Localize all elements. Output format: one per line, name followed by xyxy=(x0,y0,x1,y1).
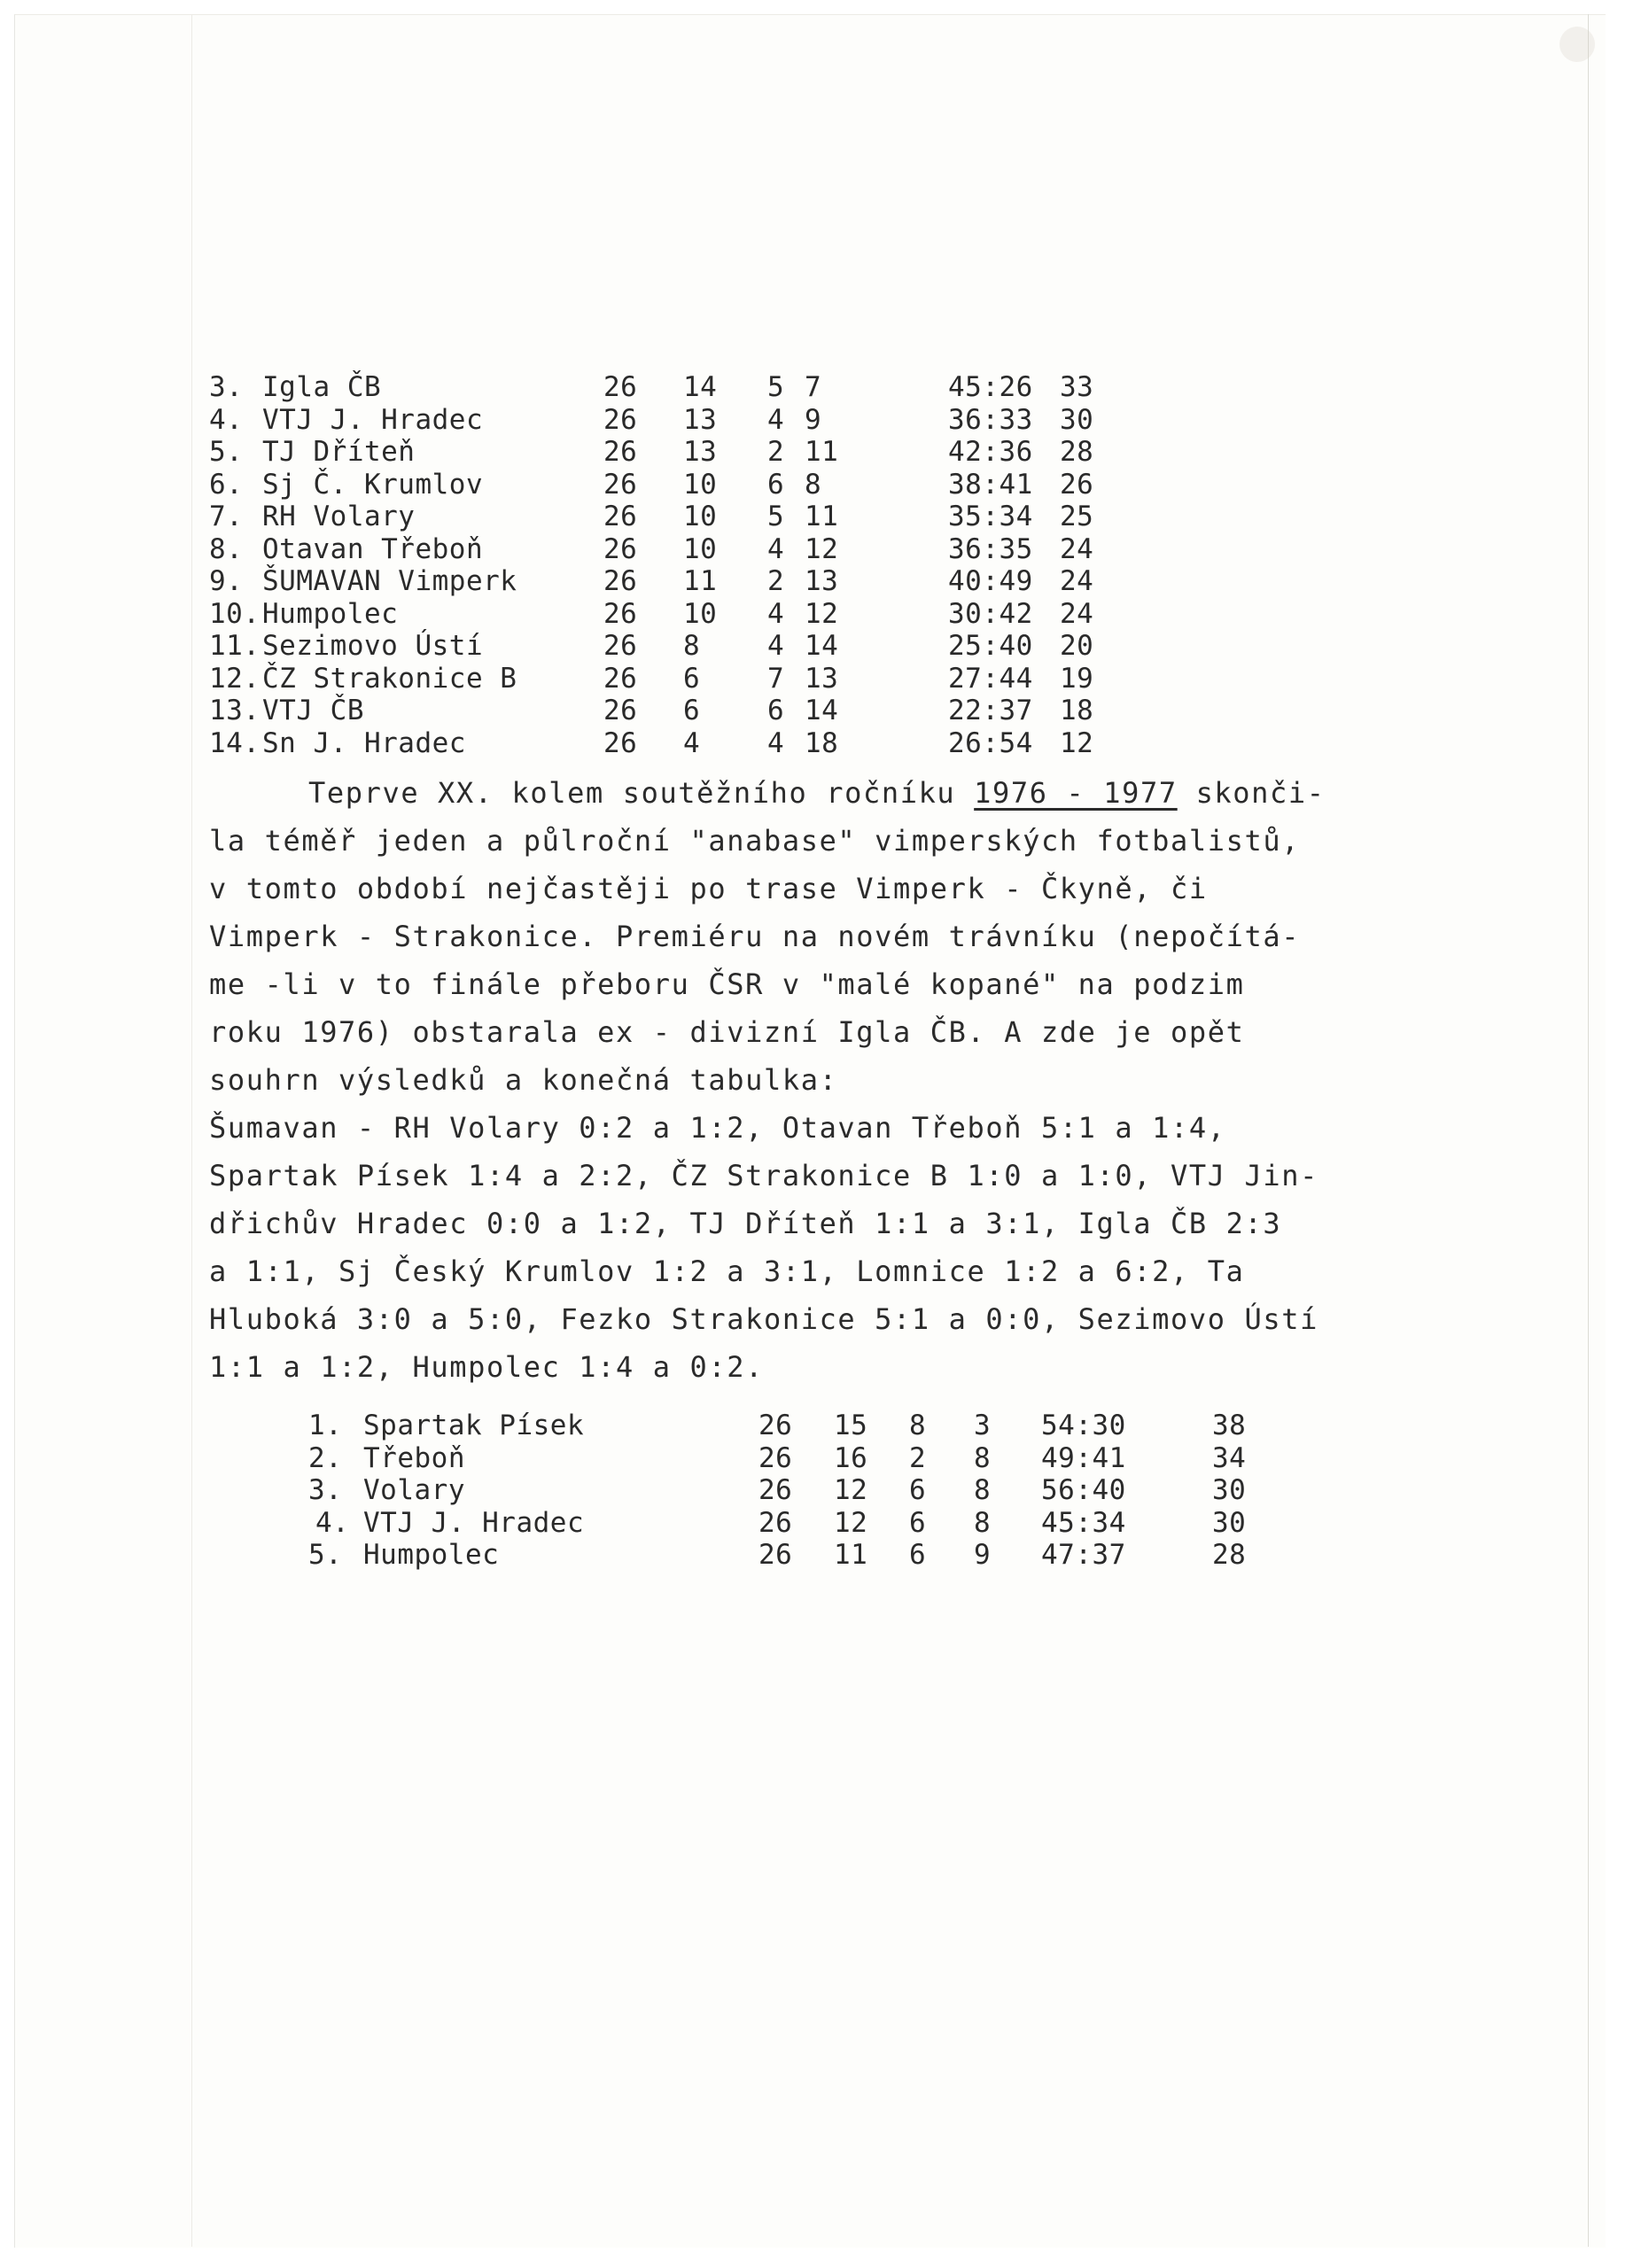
cell-drawn: 4 xyxy=(767,630,785,662)
cell-lost: 12 xyxy=(805,532,839,565)
line-text: skonči- xyxy=(1177,776,1326,810)
cell-team: Humpolec xyxy=(363,1539,500,1571)
cell-lost: 11 xyxy=(805,501,839,532)
cell-team: Volary xyxy=(363,1474,465,1506)
cell-score: 40:49 xyxy=(948,565,1033,597)
cell-lost: 9 xyxy=(805,403,822,436)
cell-points: 24 xyxy=(1060,532,1094,565)
cell-lost: 13 xyxy=(805,662,839,695)
cell-points: 33 xyxy=(1060,371,1094,403)
cell-drawn: 5 xyxy=(767,501,785,532)
cell-won: 15 xyxy=(834,1410,868,1441)
paragraph-line xyxy=(209,1349,764,1385)
cell-pos: 1. xyxy=(308,1410,343,1441)
cell-team: Humpolec xyxy=(262,597,399,630)
paragraph-line xyxy=(308,775,1326,811)
line-text: 1:1 a 1:2, Humpolec 1:4 a 0:2. xyxy=(209,1350,764,1384)
paragraph-line xyxy=(209,1301,1318,1337)
cell-played: 26 xyxy=(603,403,638,436)
cell-won: 12 xyxy=(834,1474,868,1506)
cell-pos: 3. xyxy=(209,371,244,403)
cell-played: 26 xyxy=(603,371,638,403)
paragraph-line xyxy=(209,1206,1281,1241)
line-text: Teprve XX. kolem soutěžního ročníku xyxy=(308,776,975,810)
cell-points: 12 xyxy=(1060,726,1094,759)
cell-lost: 8 xyxy=(974,1506,992,1539)
cell-points: 18 xyxy=(1060,695,1094,726)
cell-points: 34 xyxy=(1212,1441,1247,1474)
paragraph-line xyxy=(209,919,1300,954)
cell-points: 30 xyxy=(1060,403,1094,436)
cell-drawn: 4 xyxy=(767,532,785,565)
cell-drawn: 2 xyxy=(909,1441,927,1474)
line-text: Vimperk - Strakonice. Premiéru na novém trávníku (nepočítá- xyxy=(209,920,1301,953)
cell-won: 6 xyxy=(683,695,701,726)
cell-points: 28 xyxy=(1060,436,1094,468)
cell-team: VTJ ČB xyxy=(262,695,364,726)
cell-lost: 7 xyxy=(805,371,822,403)
cell-score: 42:36 xyxy=(948,436,1033,468)
cell-drawn: 2 xyxy=(767,565,785,597)
cell-played: 26 xyxy=(603,468,638,501)
line-text: Spartak Písek 1:4 a 2:2, ČZ Strakonice B 1:0 a 1:0, VTJ Jin- xyxy=(209,1159,1318,1192)
cell-score: 35:34 xyxy=(948,501,1033,532)
cell-pos: 4. xyxy=(209,403,244,436)
cell-pos: 5. xyxy=(209,436,244,468)
cell-played: 26 xyxy=(603,726,638,759)
cell-lost: 8 xyxy=(974,1474,992,1506)
cell-points: 25 xyxy=(1060,501,1094,532)
cell-won: 11 xyxy=(683,565,718,597)
cell-team: Igla ČB xyxy=(262,371,382,403)
cell-pos: 9. xyxy=(209,565,244,597)
cell-score: 45:26 xyxy=(948,371,1033,403)
cell-score: 25:40 xyxy=(948,630,1033,662)
cell-won: 8 xyxy=(683,630,701,662)
cell-played: 26 xyxy=(603,597,638,630)
paragraph-line xyxy=(209,1158,1318,1193)
cell-pos: 8. xyxy=(209,532,244,565)
cell-won: 10 xyxy=(683,501,718,532)
cell-played: 26 xyxy=(603,565,638,597)
cell-team: Sj Č. Krumlov xyxy=(262,468,484,501)
line-text: souhrn výsledků a konečná tabulka: xyxy=(209,1063,838,1097)
cell-score: 22:37 xyxy=(948,695,1033,726)
cell-drawn: 6 xyxy=(909,1474,927,1506)
cell-score: 36:33 xyxy=(948,403,1033,436)
cell-won: 16 xyxy=(834,1441,868,1474)
cell-lost: 8 xyxy=(805,468,822,501)
cell-drawn: 6 xyxy=(909,1539,927,1571)
cell-score: 27:44 xyxy=(948,662,1033,695)
cell-drawn: 2 xyxy=(767,436,785,468)
cell-score: 38:41 xyxy=(948,468,1033,501)
cell-pos: 11. xyxy=(209,630,261,662)
paragraph-line xyxy=(209,1014,1244,1050)
cell-points: 24 xyxy=(1060,565,1094,597)
line-text: Hluboká 3:0 a 5:0, Fezko Strakonice 5:1 a 0:0, Sezimovo Ústí xyxy=(209,1302,1318,1336)
cell-team: ČZ Strakonice B xyxy=(262,662,517,695)
line-text: dřichův Hradec 0:0 a 1:2, TJ Dříteň 1:1 a 3:1, Igla ČB 2:3 xyxy=(209,1207,1282,1240)
fold-line xyxy=(1588,14,1589,2247)
cell-team: VTJ J. Hradec xyxy=(262,403,484,436)
cell-pos: 2. xyxy=(308,1441,343,1474)
line-text: a 1:1, Sj Český Krumlov 1:2 a 3:1, Lomnice 1:2 a 6:2, Ta xyxy=(209,1254,1245,1288)
paragraph-line xyxy=(209,967,1244,1002)
cell-pos: 4. xyxy=(315,1506,350,1539)
cell-lost: 13 xyxy=(805,565,839,597)
cell-points: 24 xyxy=(1060,597,1094,630)
cell-drawn: 6 xyxy=(767,468,785,501)
cell-lost: 14 xyxy=(805,695,839,726)
cell-won: 12 xyxy=(834,1506,868,1539)
cell-drawn: 4 xyxy=(767,726,785,759)
cell-points: 26 xyxy=(1060,468,1094,501)
cell-lost: 9 xyxy=(974,1539,992,1571)
cell-points: 19 xyxy=(1060,662,1094,695)
cell-won: 10 xyxy=(683,597,718,630)
paragraph-line xyxy=(209,1254,1244,1289)
cell-played: 26 xyxy=(758,1506,793,1539)
underlined-season: 1976 - 1977 xyxy=(974,776,1178,810)
cell-won: 11 xyxy=(834,1539,868,1571)
line-text: la téměř jeden a půlroční "anabase" vimperských fotbalistů, xyxy=(209,824,1301,858)
cell-played: 26 xyxy=(603,695,638,726)
cell-team: Sn J. Hradec xyxy=(262,726,466,759)
cell-score: 45:34 xyxy=(1041,1506,1126,1539)
cell-points: 20 xyxy=(1060,630,1094,662)
cell-score: 26:54 xyxy=(948,726,1033,759)
cell-won: 13 xyxy=(683,436,718,468)
cell-drawn: 6 xyxy=(909,1506,927,1539)
cell-team: Sezimovo Ústí xyxy=(262,630,484,662)
cell-won: 13 xyxy=(683,403,718,436)
cell-won: 14 xyxy=(683,371,718,403)
cell-pos: 7. xyxy=(209,501,244,532)
paragraph-line xyxy=(209,871,1208,906)
paper-stain xyxy=(1560,27,1595,62)
cell-score: 36:35 xyxy=(948,532,1033,565)
cell-score: 47:37 xyxy=(1041,1539,1126,1571)
cell-drawn: 7 xyxy=(767,662,785,695)
cell-pos: 3. xyxy=(308,1474,343,1506)
cell-points: 30 xyxy=(1212,1506,1247,1539)
line-text: Šumavan - RH Volary 0:2 a 1:2, Otavan Třeboň 5:1 a 1:4, xyxy=(209,1111,1226,1145)
cell-pos: 5. xyxy=(308,1539,343,1571)
cell-team: VTJ J. Hradec xyxy=(363,1506,585,1539)
cell-lost: 18 xyxy=(805,726,839,759)
cell-drawn: 5 xyxy=(767,371,785,403)
cell-lost: 11 xyxy=(805,436,839,468)
cell-team: ŠUMAVAN Vimperk xyxy=(262,565,517,597)
cell-drawn: 4 xyxy=(767,403,785,436)
cell-won: 10 xyxy=(683,468,718,501)
paragraph-line xyxy=(209,1062,837,1098)
cell-played: 26 xyxy=(758,1539,793,1571)
cell-won: 4 xyxy=(683,726,701,759)
fold-line xyxy=(191,14,192,2247)
cell-score: 49:41 xyxy=(1041,1441,1126,1474)
cell-drawn: 8 xyxy=(909,1410,927,1441)
cell-drawn: 6 xyxy=(767,695,785,726)
line-text: me -li v to finále přeboru ČSR v "malé kopané" na podzim xyxy=(209,967,1245,1001)
cell-played: 26 xyxy=(758,1441,793,1474)
cell-lost: 12 xyxy=(805,597,839,630)
cell-pos: 6. xyxy=(209,468,244,501)
cell-lost: 3 xyxy=(974,1410,992,1441)
cell-pos: 13. xyxy=(209,695,261,726)
paragraph-line xyxy=(209,1110,1226,1146)
cell-played: 26 xyxy=(758,1410,793,1441)
cell-pos: 10. xyxy=(209,597,261,630)
cell-team: RH Volary xyxy=(262,501,416,532)
cell-pos: 12. xyxy=(209,662,261,695)
cell-played: 26 xyxy=(603,630,638,662)
cell-drawn: 4 xyxy=(767,597,785,630)
line-text: v tomto období nejčastěji po trase Vimperk - Čkyně, či xyxy=(209,872,1208,905)
cell-team: Spartak Písek xyxy=(363,1410,585,1441)
cell-points: 28 xyxy=(1212,1539,1247,1571)
cell-pos: 14. xyxy=(209,726,261,759)
cell-team: Třeboň xyxy=(363,1441,465,1474)
cell-played: 26 xyxy=(603,501,638,532)
cell-lost: 8 xyxy=(974,1441,992,1474)
line-text: roku 1976) obstarala ex - divizní Igla ČB. A zde je opět xyxy=(209,1015,1245,1049)
cell-played: 26 xyxy=(603,662,638,695)
cell-lost: 14 xyxy=(805,630,839,662)
cell-score: 56:40 xyxy=(1041,1474,1126,1506)
cell-team: Otavan Třeboň xyxy=(262,532,484,565)
cell-played: 26 xyxy=(603,532,638,565)
cell-points: 38 xyxy=(1212,1410,1247,1441)
cell-score: 30:42 xyxy=(948,597,1033,630)
paragraph-line xyxy=(209,823,1300,858)
cell-score: 54:30 xyxy=(1041,1410,1126,1441)
cell-points: 30 xyxy=(1212,1474,1247,1506)
cell-played: 26 xyxy=(603,436,638,468)
cell-won: 6 xyxy=(683,662,701,695)
cell-won: 10 xyxy=(683,532,718,565)
cell-played: 26 xyxy=(758,1474,793,1506)
cell-team: TJ Dříteň xyxy=(262,436,416,468)
